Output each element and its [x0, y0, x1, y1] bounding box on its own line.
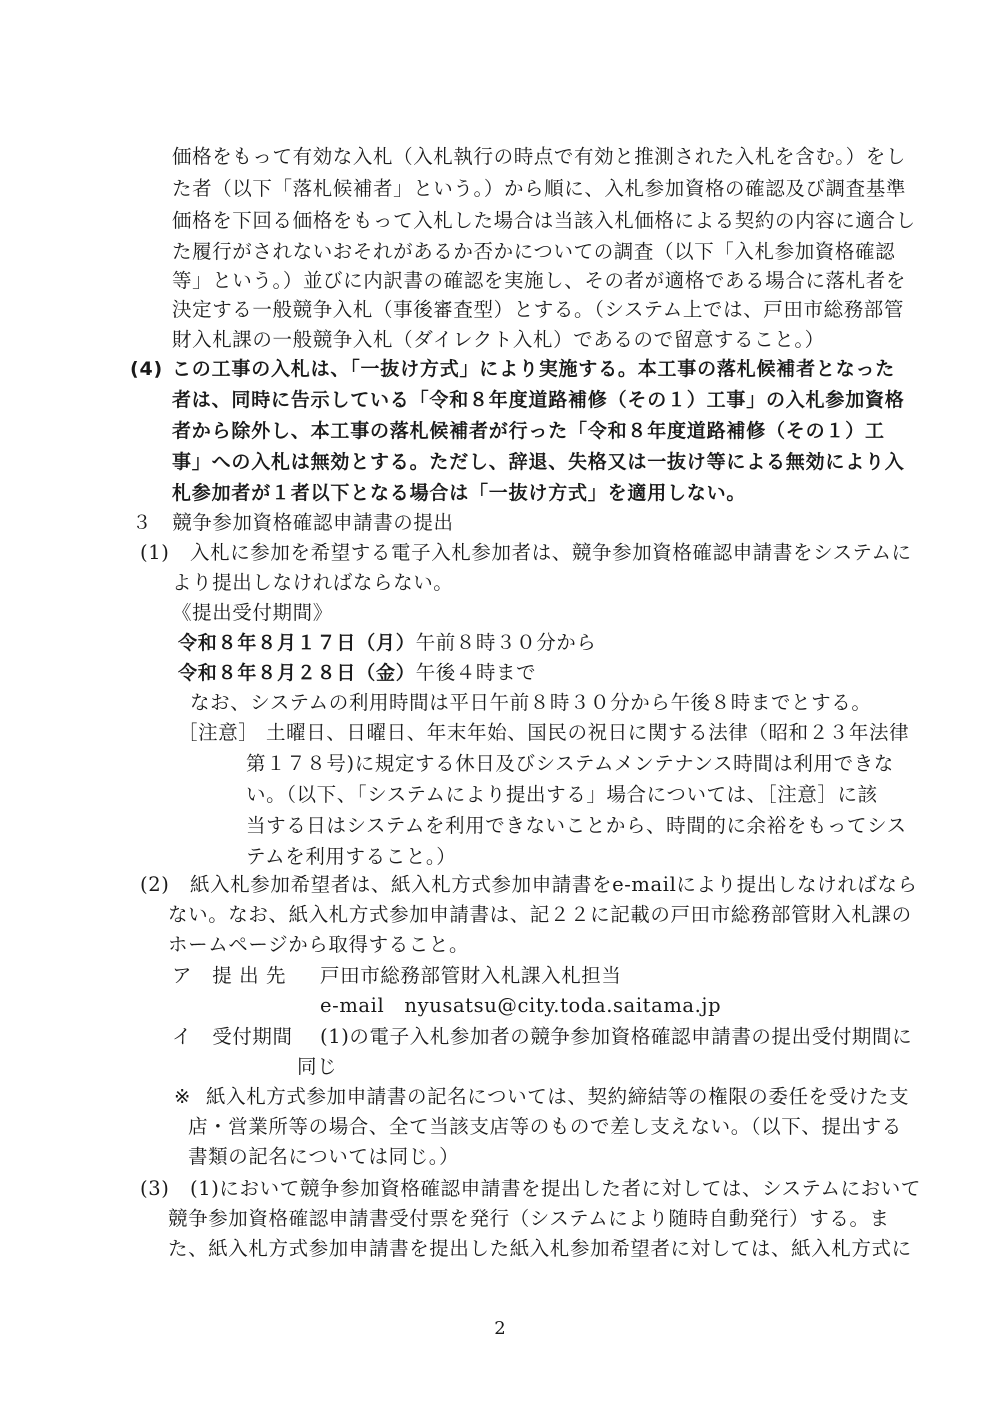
- caution-line: 当する日はシステムを利用できないことから、時間的に余裕をもってシス: [246, 814, 907, 837]
- item3-line: 競争参加資格確認申請書受付票を発行（システムにより随時自動発行）する。ま: [168, 1207, 890, 1230]
- item1-number: (1): [140, 541, 170, 564]
- caution-label: ［注意］: [178, 721, 259, 744]
- item2-line: 紙入札参加希望者は、紙入札方式参加申請書をe-mailにより提出しなければなら: [190, 873, 918, 896]
- submit-to-label: ア 提 出 先: [172, 964, 287, 987]
- reception-period-value: (1)の電子入札参加者の競争参加資格確認申請書の提出受付期間に: [320, 1025, 913, 1048]
- note-line: 書類の記名については同じ。）: [188, 1145, 460, 1168]
- item4-line: 者は、同時に告示している「令和８年度道路補修（その１）工事」の入札参加資格: [172, 389, 905, 411]
- item3-line: (1)において競争参加資格確認申請書を提出した者に対しては、システムにおいて: [190, 1177, 921, 1200]
- system-hours-note: なお、システムの利用時間は平日午前８時３０分から午後８時までとする。: [190, 691, 872, 714]
- item4-line: この工事の入札は、「一抜け方式」により実施する。本工事の落札候補者となった: [172, 358, 896, 380]
- caution-line: 第１７８号)に規定する休日及びシステムメンテナンス時間は利用できな: [246, 752, 894, 775]
- paragraph-line: 価格をもって有効な入札（入札執行の時点で有効と推測された入札を含む。）をし: [172, 145, 906, 168]
- start-time: 午前８時３０分から: [415, 631, 597, 654]
- reception-period-value: 同じ: [297, 1055, 338, 1078]
- item4-number: (4): [130, 358, 163, 380]
- caution-line: い。（以下、「システムにより提出する」場合については、［注意］に該: [246, 783, 878, 806]
- period-end: [178, 658, 536, 688]
- submit-email: e-mail nyusatsu@city.toda.saitama.jp: [320, 994, 722, 1017]
- section-heading: ３ 競争参加資格確認申請書の提出: [132, 511, 454, 534]
- item4-line: 者から除外し、本工事の落札候補者が行った「令和８年度道路補修（その１）工: [172, 420, 885, 442]
- period-label: 《提出受付期間》: [172, 601, 333, 624]
- caution-line: テムを利用すること。）: [246, 845, 457, 868]
- note-mark: ※: [174, 1085, 191, 1108]
- item2-number: (2): [140, 873, 170, 896]
- end-time: 午後４時まで: [415, 661, 537, 684]
- item2-line: ホームページから取得すること。: [168, 933, 470, 956]
- period-start: [178, 628, 597, 658]
- reception-period-label: イ 受付期間: [172, 1025, 293, 1048]
- item4-line: 事」への入札は無効とする。ただし、辞退、失格又は一抜け等による無効により入: [172, 451, 905, 473]
- caution-line: 土曜日、日曜日、年末年始、国民の祝日に関する法律（昭和２３年法律: [266, 721, 910, 744]
- paragraph-line: 等」という。）並びに内訳書の確認を実施し、その者が適格である場合に落札者を: [172, 269, 906, 292]
- page-number: 2: [494, 1318, 506, 1339]
- paragraph-line: た者（以下「落札候補者」という。）から順に、入札参加資格の確認及び調査基準: [172, 177, 906, 200]
- item4-line: 札参加者が１者以下となる場合は「一抜け方式」を適用しない。: [172, 482, 747, 504]
- note-line: 店・営業所等の場合、全て当該支店等のもので差し支えない。（以下、提出する: [188, 1115, 902, 1138]
- item3-number: (3): [140, 1177, 170, 1200]
- paragraph-line: 決定する一般競争入札（事後審査型）とする。（システム上では、戸田市総務部管: [172, 298, 905, 321]
- end-date: 令和８年８月２８日（金）: [178, 662, 416, 684]
- item2-line: ない。なお、紙入札方式参加申請書は、記２２に記載の戸田市総務部管財入札課の: [168, 903, 912, 926]
- submit-to-value: 戸田市総務部管財入札課入札担当: [320, 964, 622, 987]
- item3-line: た、紙入札方式参加申請書を提出した紙入札参加希望者に対しては、紙入札方式に: [168, 1237, 912, 1260]
- paragraph-line: 財入札課の一般競争入札（ダイレクト入札）であるので留意すること。）: [172, 328, 825, 351]
- item1-line: 入札に参加を希望する電子入札参加者は、競争参加資格確認申請書をシステムに: [190, 541, 912, 564]
- paragraph-line: 価格を下回る価格をもって入札した場合は当該入札価格による契約の内容に適合し: [172, 209, 916, 232]
- item1-line: より提出しなければならない。: [172, 571, 454, 594]
- start-date: 令和８年８月１７日（月）: [178, 632, 416, 654]
- paragraph-line: た履行がされないおそれがあるか否かについての調査（以下「入札参加資格確認: [172, 240, 896, 263]
- note-line: 紙入札方式参加申請書の記名については、契約締結等の権限の委任を受けた支: [206, 1085, 910, 1108]
